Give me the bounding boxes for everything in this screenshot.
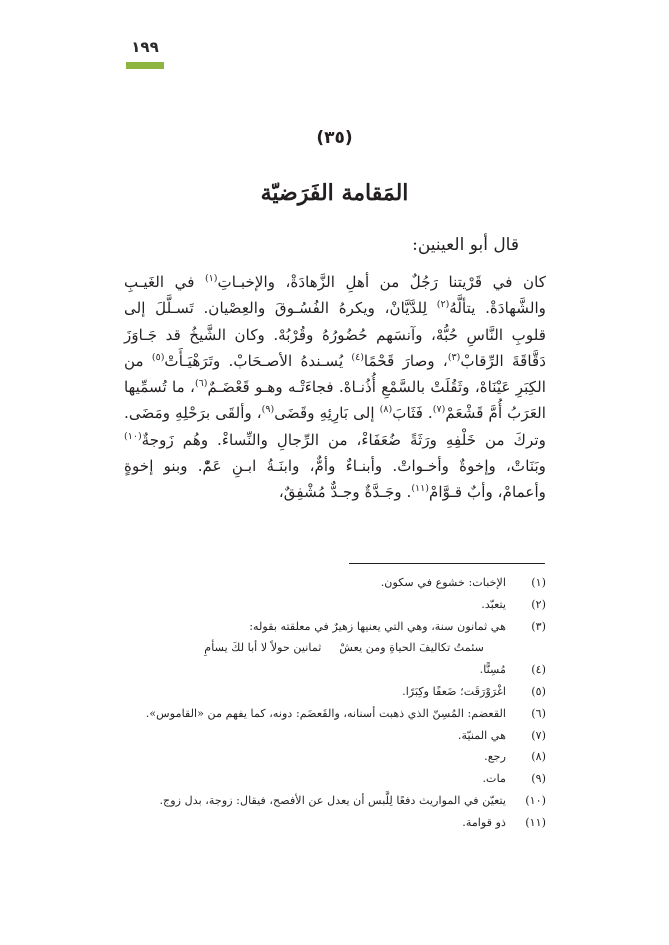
footnote-ref[interactable]: (٢): [436, 299, 450, 311]
footnote-number: (٧): [531, 728, 546, 742]
footnote-ref[interactable]: (٧): [432, 404, 446, 416]
poem-verse: [124, 637, 546, 659]
footnote-2: [124, 594, 546, 616]
footnotes: [124, 572, 546, 834]
chapter-number: (٣٥): [316, 128, 353, 148]
footnote-text: مات.: [482, 772, 506, 786]
body-text: [124, 269, 546, 506]
footnote-ref[interactable]: (١٠): [124, 430, 142, 442]
footnote-11: [124, 812, 546, 834]
footnote-text: يتعيّن في المواريث دفعًا لِلَّبس أن يعدل عن الأفصح، فيقال: زوجة، بدل زوج.: [159, 793, 506, 807]
footnote-divider: [349, 563, 545, 564]
footnote-text: القعضم: المُسِنّ الذي ذهبت أسنانه، والقَعضَم: دونه، كما يفهم من «القاموس».: [145, 706, 506, 720]
footnote-text: ذو قوامة.: [462, 815, 506, 829]
footnote-ref[interactable]: (٩): [261, 404, 275, 416]
footnote-ref[interactable]: (٤): [351, 351, 364, 363]
footnote-ref[interactable]: (١١): [411, 483, 429, 495]
footnote-number: (١): [531, 576, 546, 589]
footnote-1: [124, 572, 546, 594]
footnote-text: يتعبّد.: [481, 597, 506, 611]
footnote-6: [124, 703, 546, 725]
footnote-number: (٦): [531, 706, 546, 720]
footnote-3: [124, 616, 546, 638]
footnote-ref[interactable]: (٨): [379, 404, 393, 416]
footnote-number: (٢): [531, 597, 546, 611]
page-number-bar: [126, 62, 164, 69]
footnote-5: [124, 681, 546, 703]
footnote-number: (١١): [525, 815, 546, 829]
footnote-8: [124, 746, 546, 768]
page-title: المَقامة الفَرَضيّة: [260, 180, 409, 206]
poem-hemistich-1: سئمتُ تكاليفَ الحياةِ ومن يعشْ: [339, 641, 484, 655]
footnote-text: هي المنيّة.: [457, 728, 506, 742]
footnote-number: (٨): [531, 750, 546, 764]
footnote-number: (٩): [531, 772, 546, 786]
footnote-number: (٤): [531, 663, 546, 677]
footnote-text: الإخبات: خشوع في سكون.: [380, 576, 506, 589]
poem-hemistich-2: ثمانين حولاً لا أبا لكَ يسأمِ: [204, 641, 322, 655]
footnote-number: (١٠): [525, 793, 546, 807]
body-paragraph: كان في قَرْيتنا رَجُلٌ من أهلِ الزَّهادَةْ، والإخبـاتِ$^{(١)}$ في الغَيـبِ والشَّهادَةْ. يتألَّهُ$^{(٢)}$ لِلدَّيَّانْ، ويكرهُ الفُسُـوقَ والعِصْيان. تَسـلَّلَ إلى قلوبِ النَّاسِ حُبُّهْ، وآنسَهم حُضُورُهُ وقُرْبُهْ. وكان الشَّيخُ قد جَـاوَزَ دَقَّاقَةَ الرِّقابْ$^{(٣)}$، وصارَ قَحْمًا$^{(٤)}$ يُسـندهُ الأصـحَابْ. وتَرَهْيَـأَتْ$^{(٥)}$ من الكِبَرِ عَيْنَاهْ، وثَقُلَتْ بالسَّمْعِ أُذُنـاهْ. فجاءَتْـه وهـو قَعْضَـمٌ$^{(٦)}$، ما تُسمِّيها العَرَبُ أُمَّ قَشْعَمْ$^{(٧)}$. فَثَابَ$^{(٨)}$ إلى بَارِئِهِ وقَضَى$^{(٩)}$، وألقَى برَحْلِهِ ومَضَى. وتركَ من خَلْفِهِ ورَثَةً ضُعَفَاءْ، من الرِّجالِ والنِّساءْ. وهُم زَوجةٌ$^{(١٠)}$ وبَنَاتْ، وإخوةٌ وأخـواتْ. وأبنـاءٌ وأمٌّ، وابنَـةُ ابـنِ عَمّْ. وبنو إخوةٍ وأعمامْ، وأبٌ قـوَّامْ$^{(١١)}$. وجَـدَّةٌ وجـدٌّ مُشْفِقٌ،: [124, 272, 546, 502]
footnote-number: (٥): [531, 684, 546, 698]
footnote-4: [124, 659, 546, 681]
footnote-ref[interactable]: (٦): [194, 378, 208, 390]
footnote-10: [124, 790, 546, 812]
intro-line: قال أبو العينين:: [412, 235, 519, 255]
page-number: ١٩٩: [131, 38, 159, 56]
footnote-number: (٣): [531, 619, 546, 633]
footnote-text: اغْرَوْرَقَت؛ ضَعفًا وكِبَرًا.: [402, 684, 506, 698]
footnote-9: [124, 768, 546, 790]
footnote-7: [124, 725, 546, 747]
footnote-ref[interactable]: (٣): [447, 351, 461, 363]
footnote-ref[interactable]: (٥): [151, 351, 165, 363]
footnote-text: هي ثمانون سنة، وهي التي يعنيها زهيرٌ في معلقته بقوله:: [249, 619, 506, 633]
footnote-text: مُسِنًّا.: [479, 663, 506, 677]
footnote-text: رجع.: [484, 750, 506, 764]
footnote-ref[interactable]: (١): [204, 272, 218, 284]
